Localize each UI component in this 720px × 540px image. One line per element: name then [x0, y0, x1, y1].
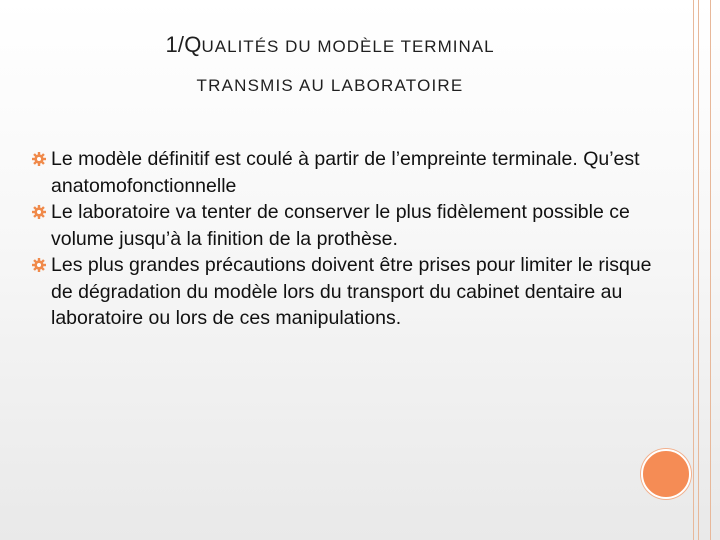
decorative-border-line: [698, 0, 699, 540]
slide-title-line2: TRANSMIS AU LABORATOIRE: [196, 76, 464, 95]
slide-title-prefix: 1/Q: [165, 32, 202, 57]
bullet-item: [32, 199, 652, 252]
bullet-text: Le modèle définitif est coulé à partir de l’empreinte terminale. Qu’est anatomofonctionnelle: [51, 148, 640, 197]
decorative-orange-circle: [641, 449, 691, 499]
gear-icon: [32, 152, 46, 166]
bullet-text: Le laboratoire va tenter de conserver le plus fidèlement possible ce volume jusqu’à la finition de la prothèse.: [51, 201, 630, 250]
slide-title: [0, 32, 660, 58]
bullet-item: [32, 252, 652, 332]
slide-title-rest: UALITÉS DU MODÈLE TERMINAL: [201, 37, 495, 56]
decorative-border-line: [693, 0, 694, 540]
gear-icon: [32, 205, 46, 219]
bullet-list: [32, 146, 652, 332]
bullet-item: [32, 146, 652, 199]
decorative-border-line: [710, 0, 711, 540]
bullet-text: Les plus grandes précautions doivent être prises pour limiter le risque de dégradation du modèle lors du transport du cabinet dentaire au laboratoire ou lors de ces manipulations.: [51, 254, 652, 329]
gear-icon: [32, 258, 46, 272]
